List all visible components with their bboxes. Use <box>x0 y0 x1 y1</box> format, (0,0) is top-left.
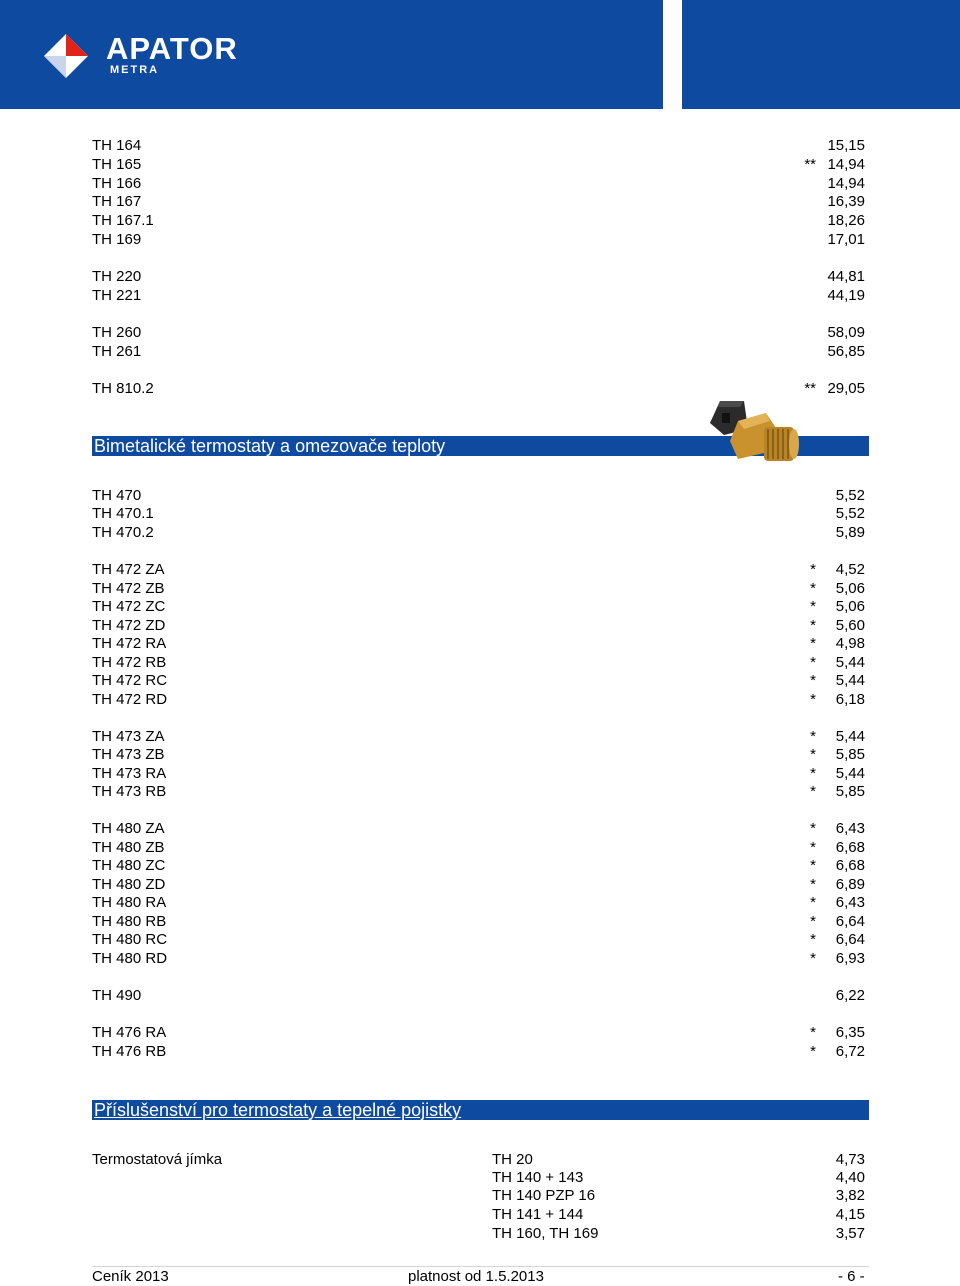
product-code: TH 164 <box>92 137 142 154</box>
note-mark: * <box>810 746 816 763</box>
product-code: TH 169 <box>92 231 142 248</box>
product-code: TH 480 ZB <box>92 839 165 856</box>
table-row <box>92 634 868 653</box>
price: 58,09 <box>827 324 865 341</box>
product-code: TH 470.1 <box>92 505 154 522</box>
table-row <box>92 838 868 857</box>
product-code: TH 472 RC <box>92 672 168 689</box>
price: 5,44 <box>835 672 865 689</box>
note-mark: * <box>810 561 816 578</box>
note-mark: * <box>810 931 816 948</box>
header-side-panel <box>682 0 960 109</box>
table-row <box>92 653 868 672</box>
note-mark: * <box>810 672 816 689</box>
price: 16,39 <box>827 193 865 210</box>
accessory-category: Termostatová jímka <box>92 1151 223 1168</box>
table-row <box>92 782 868 801</box>
price: 4,15 <box>835 1206 865 1223</box>
accessory-row <box>92 1150 868 1169</box>
note-mark: * <box>810 765 816 782</box>
product-code: TH 480 ZC <box>92 857 166 874</box>
table-row <box>92 342 868 361</box>
price: 14,94 <box>827 175 865 192</box>
price: 5,06 <box>835 598 865 615</box>
price: 6,93 <box>835 950 865 967</box>
table-row <box>92 379 868 398</box>
note-mark: * <box>810 654 816 671</box>
table-row <box>92 875 868 894</box>
price: 44,19 <box>827 287 865 304</box>
product-code: TH 472 ZD <box>92 617 166 634</box>
table-row <box>92 1042 868 1061</box>
table-row <box>92 1023 868 1042</box>
table-row <box>92 523 868 542</box>
table-row <box>92 155 868 174</box>
product-code: TH 472 RD <box>92 691 168 708</box>
table-row <box>92 136 868 155</box>
price: 4,52 <box>835 561 865 578</box>
product-code: TH 167 <box>92 193 142 210</box>
section-header-bimetal: Bimetalické termostaty a omezovače teploty <box>92 436 869 456</box>
price: 5,52 <box>835 487 865 504</box>
note-mark: * <box>810 728 816 745</box>
table-row <box>92 671 868 690</box>
page-number: - 6 - <box>838 1268 865 1285</box>
table-row <box>92 727 868 746</box>
table-row <box>92 323 868 342</box>
note-mark: * <box>810 839 816 856</box>
table-row <box>92 856 868 875</box>
table-row <box>92 949 868 968</box>
thermostat-sensor-image <box>704 397 804 473</box>
section-header-accessories: Příslušenství pro termostaty a tepelné pojistky <box>92 1100 869 1120</box>
product-code: TH 472 ZC <box>92 598 166 615</box>
table-row <box>92 286 868 305</box>
price: 6,72 <box>835 1043 865 1060</box>
table-row <box>92 211 868 230</box>
price: 6,35 <box>835 1024 865 1041</box>
note-mark: ** <box>804 380 816 397</box>
product-code: TH 260 <box>92 324 142 341</box>
product-code: TH 221 <box>92 287 142 304</box>
price: 5,44 <box>835 654 865 671</box>
price: 5,44 <box>835 728 865 745</box>
apator-logo <box>44 30 284 80</box>
product-code: TH 473 ZB <box>92 746 165 763</box>
product-code: TH 473 ZA <box>92 728 165 745</box>
product-code: TH 480 RC <box>92 931 168 948</box>
product-code: TH 476 RA <box>92 1024 167 1041</box>
accessory-code: TH 140 + 143 <box>492 1169 584 1186</box>
table-row <box>92 597 868 616</box>
price: 5,06 <box>835 580 865 597</box>
product-code: TH 220 <box>92 268 142 285</box>
table-row <box>92 174 868 193</box>
product-code: TH 480 ZA <box>92 820 165 837</box>
table-row <box>92 616 868 635</box>
product-code: TH 480 RA <box>92 894 167 911</box>
table-row <box>92 764 868 783</box>
table-row <box>92 486 868 505</box>
note-mark: * <box>810 598 816 615</box>
product-code: TH 480 RB <box>92 913 167 930</box>
table-row <box>92 986 868 1005</box>
price: 5,52 <box>835 505 865 522</box>
accessory-code: TH 160, TH 169 <box>492 1225 599 1242</box>
price: 5,85 <box>835 783 865 800</box>
product-code: TH 472 ZB <box>92 580 165 597</box>
accessory-row <box>92 1205 868 1224</box>
table-row <box>92 267 868 286</box>
table-row <box>92 745 868 764</box>
accessory-code: TH 140 PZP 16 <box>492 1187 596 1204</box>
price: 5,85 <box>835 746 865 763</box>
product-code: TH 490 <box>92 987 142 1004</box>
price: 6,89 <box>835 876 865 893</box>
note-mark: * <box>810 1024 816 1041</box>
price: 6,68 <box>835 839 865 856</box>
note-mark: * <box>810 894 816 911</box>
price: 17,01 <box>827 231 865 248</box>
price: 6,68 <box>835 857 865 874</box>
note-mark: * <box>810 857 816 874</box>
price: 6,64 <box>835 913 865 930</box>
product-code: TH 472 RA <box>92 635 167 652</box>
product-code: TH 165 <box>92 156 142 173</box>
product-code: TH 480 RD <box>92 950 168 967</box>
price: 56,85 <box>827 343 865 360</box>
product-code: TH 166 <box>92 175 142 192</box>
note-mark: * <box>810 783 816 800</box>
table-row <box>92 230 868 249</box>
note-mark: * <box>810 820 816 837</box>
note-mark: * <box>810 876 816 893</box>
note-mark: * <box>810 635 816 652</box>
price: 14,94 <box>827 156 865 173</box>
table-row <box>92 912 868 931</box>
table-row <box>92 560 868 579</box>
footer-validity: platnost od 1.5.2013 <box>408 1268 544 1285</box>
price: 5,89 <box>835 524 865 541</box>
table-row <box>92 192 868 211</box>
accessory-code: TH 20 <box>492 1151 533 1168</box>
price: 6,43 <box>835 820 865 837</box>
product-code: TH 480 ZD <box>92 876 166 893</box>
footer-catalog-year: Ceník 2013 <box>92 1268 169 1285</box>
brand-name: APATOR <box>106 31 238 66</box>
table-row <box>92 893 868 912</box>
table-row <box>92 690 868 709</box>
note-mark: * <box>810 950 816 967</box>
price: 6,43 <box>835 894 865 911</box>
accessory-row <box>92 1224 868 1243</box>
product-code: TH 470.2 <box>92 524 154 541</box>
product-code: TH 473 RA <box>92 765 167 782</box>
table-row <box>92 930 868 949</box>
table-row <box>92 504 868 523</box>
note-mark: * <box>810 1043 816 1060</box>
price: 4,40 <box>835 1169 865 1186</box>
price: 5,44 <box>835 765 865 782</box>
table-row <box>92 579 868 598</box>
note-mark: * <box>810 580 816 597</box>
accessory-code: TH 141 + 144 <box>492 1206 584 1223</box>
product-code: TH 473 RB <box>92 783 167 800</box>
price: 6,18 <box>835 691 865 708</box>
table-row <box>92 819 868 838</box>
price: 44,81 <box>827 268 865 285</box>
price: 6,64 <box>835 931 865 948</box>
product-code: TH 261 <box>92 343 142 360</box>
price: 5,60 <box>835 617 865 634</box>
note-mark: * <box>810 913 816 930</box>
price: 4,98 <box>835 635 865 652</box>
price: 3,57 <box>835 1225 865 1242</box>
note-mark: * <box>810 691 816 708</box>
price: 4,73 <box>835 1151 865 1168</box>
note-mark: * <box>810 617 816 634</box>
product-code: TH 810.2 <box>92 380 154 397</box>
product-code: TH 472 RB <box>92 654 167 671</box>
price: 18,26 <box>827 212 865 229</box>
price: 6,22 <box>835 987 865 1004</box>
brand-sub: METRA <box>110 64 160 76</box>
accessory-row <box>92 1186 868 1205</box>
product-code: TH 472 ZA <box>92 561 165 578</box>
price: 15,15 <box>827 137 865 154</box>
accessory-row <box>92 1168 868 1187</box>
header-banner <box>0 0 663 109</box>
price: 29,05 <box>827 380 865 397</box>
product-code: TH 476 RB <box>92 1043 167 1060</box>
note-mark: ** <box>804 156 816 173</box>
product-code: TH 167.1 <box>92 212 154 229</box>
price: 3,82 <box>835 1187 865 1204</box>
diamond-logo-icon <box>44 34 100 78</box>
product-code: TH 470 <box>92 487 142 504</box>
